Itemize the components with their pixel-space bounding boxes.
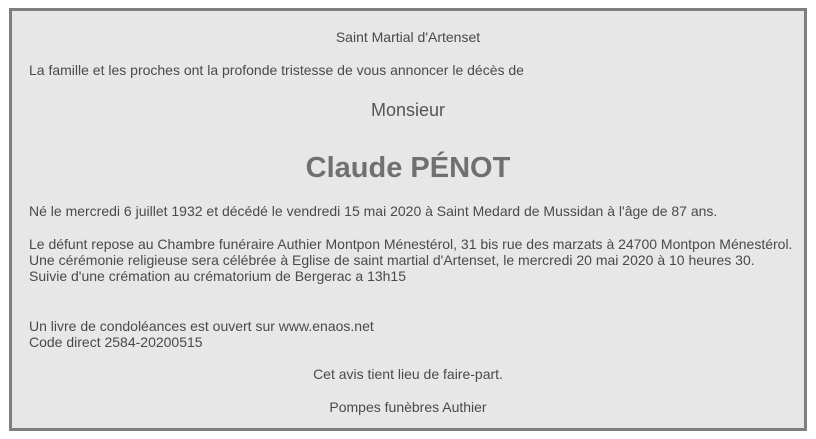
honorific-title: Monsieur	[370, 100, 446, 120]
condolences-block	[29, 318, 799, 350]
ceremony-text: Une cérémonie religieuse sera célébrée à Eglise de saint martial d'Artenset, le mercredi 20 mai 2020 à 10 heures 30.	[29, 252, 755, 268]
obituary-notice	[9, 8, 807, 431]
cremation-text: Suivie d'une crémation au crématorium de Bergerac a 13h15	[29, 268, 406, 284]
direct-code-text: Code direct 2584-20200515	[29, 334, 203, 350]
funeral-details	[29, 236, 799, 284]
faire-part-note: Cet avis tient lieu de faire-part.	[313, 366, 503, 382]
funeral-home-name: Pompes funèbres Authier	[329, 399, 487, 415]
location-header: Saint Martial d'Artenset	[335, 29, 481, 45]
condolences-book-text: Un livre de condoléances est ouvert sur www.enaos.net	[29, 318, 374, 334]
deceased-name: Claude PÉNOT	[305, 152, 511, 184]
resting-place-text: Le défunt repose au Chambre funéraire Authier Montpon Ménestérol, 31 bis rue des marzats à 24700 Montpon Ménestérol.	[29, 236, 793, 252]
birth-death-dates: Né le mercredi 6 juillet 1932 et décédé le vendredi 15 mai 2020 à Saint Medard de Mussidan à l'âge de 87 ans.	[29, 203, 718, 219]
announcement-intro: La famille et les proches ont la profonde tristesse de vous annoncer le décès de	[29, 62, 524, 78]
